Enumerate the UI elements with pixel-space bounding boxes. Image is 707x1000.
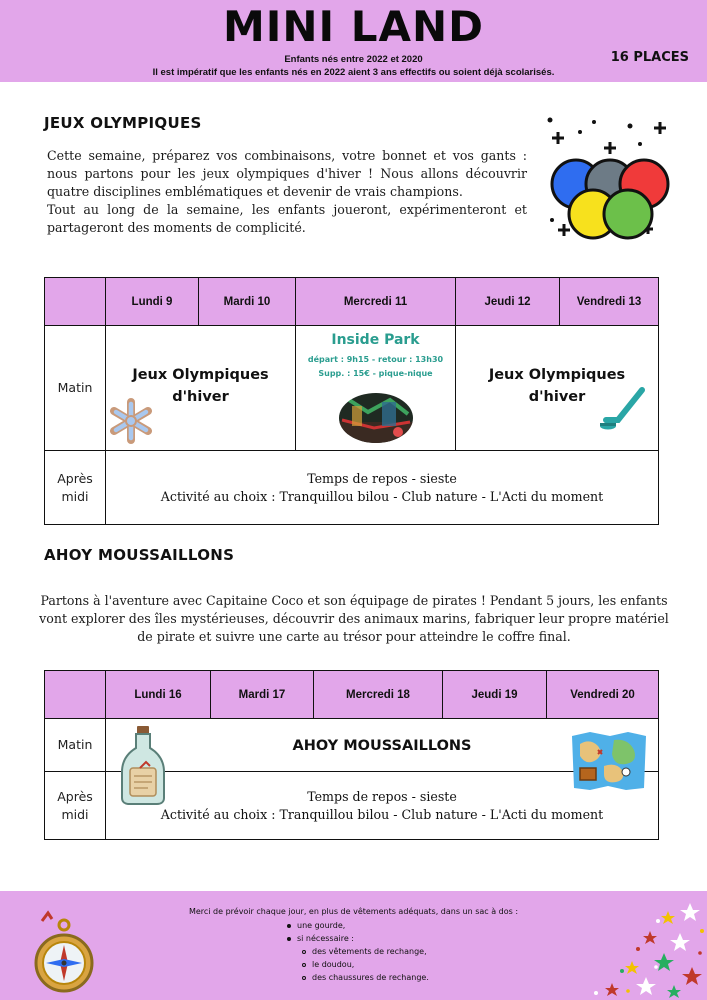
outing-title: Inside Park [331,332,420,348]
week1-morning-cell-right [456,326,659,451]
week2-title: AHOY MOUSSAILLONS [44,546,235,564]
outing-price: Supp. : 15€ - pique-nique [318,369,433,378]
week1-description [47,147,527,237]
pirate-activity: AHOY MOUSSAILLONS [292,738,472,754]
week1-morning-cell-left [106,326,296,451]
week1-afternoon-row [45,451,659,525]
bottle-message-icon [118,724,168,806]
week2-header-row [45,671,659,719]
day-header: Mercredi 18 [314,671,443,719]
week1-paragraph2: Tout au long de la semaine, les enfants joueront, expérimenteront et partageront des moments de complicité. [47,202,527,235]
list-item: le doudou, [302,958,429,971]
week2-description: Partons à l'aventure avec Capitaine Coco et son équipage de pirates ! Pendant 5 jours, les enfants vont explorer des îles mystérieuses, découvrir des animaux marins, fabriquer leur propre matériel de pirate et suivre une carte au trésor pour atteindre le coffre final. [39,593,669,644]
age-range-text: Enfants nés entre 2022 et 2020 [284,54,423,65]
footer-intro: Merci de prévoir chaque jour, en plus de vêtements adéquats, dans un sac à dos : [188,907,519,916]
day-header: Lundi 16 [106,671,211,719]
day-header: Jeudi 12 [456,278,560,326]
olympics-activity-left: Jeux Olympiques d'hiver [132,367,269,405]
list-item: si nécessaire : [287,932,354,945]
week1-morning-row [45,326,659,451]
week1-title: JEUX OLYMPIQUES [44,114,202,132]
outing-schedule: départ : 9h15 - retour : 13h30 [307,355,444,364]
treasure-map-icon [570,730,648,792]
inside-park-photo [338,392,414,444]
afternoon-label: Après midi [45,772,106,840]
olympics-activity-right: Jeux Olympiques d'hiver [488,367,626,405]
snowflake-icon [108,398,154,444]
footer-banner [0,891,707,1000]
week1-afternoon-cell: Temps de repos - sieste Activité au choix : Tranquillou bilou - Club nature - L'Acti du moment [106,451,659,525]
day-header: Vendredi 13 [560,278,659,326]
hockey-stick-icon [598,386,648,432]
page-title: MINI LAND [222,2,485,51]
day-header: Mardi 17 [211,671,314,719]
olympic-rings-icon [544,116,670,242]
packing-list [287,919,354,945]
morning-label: Matin [45,719,106,772]
table-corner [45,278,106,326]
morning-label: Matin [45,326,106,451]
week1-schedule-table [44,277,659,525]
day-header: Mercredi 11 [296,278,456,326]
compass-icon [28,907,100,997]
day-header: Lundi 9 [106,278,199,326]
list-item: une gourde, [287,919,354,932]
list-item: des chaussures de rechange. [302,971,429,984]
day-header: Mardi 10 [199,278,296,326]
week1-header-row [45,278,659,326]
list-item: des vêtements de rechange, [302,945,429,958]
week1-paragraph1: Cette semaine, préparez vos combinaisons, votre bonnet et vos gants : nous partons pour les jeux olympiques d'hiver ! Nous allons découvrir quatre disciplines emblématiques et devenir de vrais champions. [47,148,527,199]
stars-confetti-icon [572,891,707,1000]
packing-sublist [302,945,429,984]
day-header: Jeudi 19 [443,671,547,719]
header-banner [0,0,707,82]
day-header: Vendredi 20 [547,671,659,719]
places-count: 16 PLACES [610,50,689,65]
week1-outing-cell [296,326,456,451]
week2-afternoon-cell: Temps de repos - sieste Activité au choix : Tranquillou bilou - Club nature - L'Acti du moment [106,772,659,840]
table-corner [45,671,106,719]
age-requirement-text: Il est impératif que les enfants nés en 2022 aient 3 ans effectifs ou soient déjà scolarisés. [152,67,555,78]
afternoon-label: Après midi [45,451,106,525]
